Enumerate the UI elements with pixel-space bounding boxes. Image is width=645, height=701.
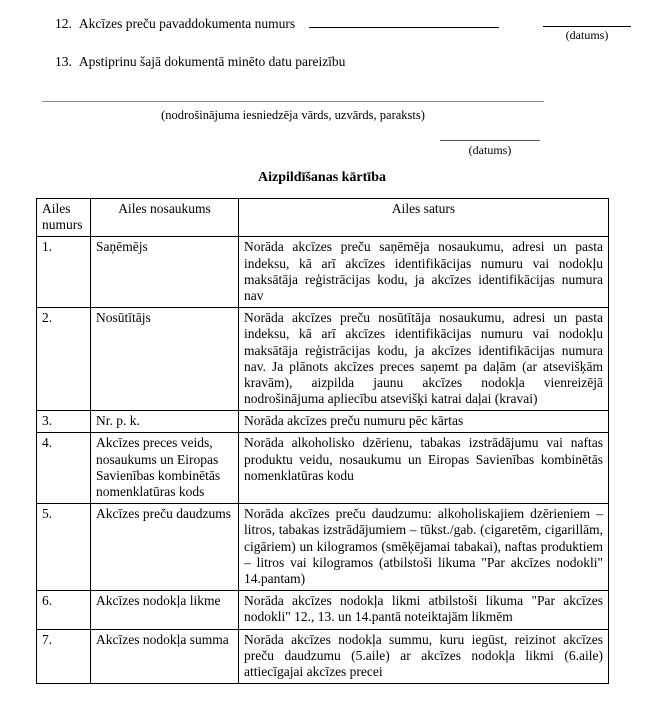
row-content: Norāda akcīzes nodokļa summu, kuru iegūst, reizinot akcīzes preču daudzumu (5.aile) ar akcīzes nodokļa likmi (6.aile) attiecīgajai akcīzes precei — [239, 629, 609, 684]
row-number: 4. — [37, 433, 91, 504]
signature-caption: (nodrošinājuma iesniedzēja vārds, uzvārds, paraksts) — [161, 108, 425, 122]
item-12-date-block — [543, 12, 631, 43]
item-13-row — [36, 54, 609, 70]
row-number: 6. — [37, 591, 91, 629]
row-content: Norāda akcīzes preču numuru pēc kārtas — [239, 411, 609, 433]
row-name: Akcīzes preces veids, nosaukums un Eiropas Savienības kombinētās nomenklatūras kods — [91, 433, 239, 504]
row-content: Norāda akcīzes preču nosūtītāja nosaukumu, adresi un pasta indeksu, kā arī akcīzes identifikācijas numuru vai nodokļu maksātāja reģistrācijas kodu, ja akcīzes identifikācijas numura nav. Ja plānots akcīzes preces saņemt pa daļām (ar atsevišķām kravām), aizpilda jaunu akcīzes nodokļa vienreizējā nodrošinājuma apliecību atsevišķi katrai daļai (kravai) — [239, 308, 609, 411]
table-row — [37, 504, 609, 591]
item-12-number: 12. — [55, 16, 72, 31]
item-12-date-caption: (datums) — [565, 28, 609, 42]
header-ailes-numurs: Ailes numurs — [37, 199, 91, 237]
row-number: 7. — [37, 629, 91, 684]
item-12-row — [36, 14, 609, 42]
table-row — [37, 308, 609, 411]
table-row — [37, 591, 609, 629]
signature-line[interactable] — [42, 100, 544, 102]
row-name: Akcīzes preču daudzums — [91, 504, 239, 591]
row-name: Saņēmējs — [91, 237, 239, 308]
row-number: 3. — [37, 411, 91, 433]
table-row — [37, 629, 609, 684]
item-12-date-line[interactable] — [543, 12, 631, 27]
page-title: Aizpildīšanas kārtība — [258, 170, 386, 185]
item-13-label: Apstiprinu šajā dokumentā minēto datu pareizību — [78, 54, 346, 69]
row-content: Norāda akcīzes preču daudzumu: alkoholiskajiem dzērieniem – litros, tabakas izstrādājumiem – tūkst./gab. (cigaretēm, cigarillām, cigāriem) un kilogramos (smēķējamai tabakai), naftas produktiem – litros vai kilogramos (atbilstoši likuma "Par akcīzes nodokli" 14.pantam) — [239, 504, 609, 591]
row-name: Nr. p. k. — [91, 411, 239, 433]
table-row — [37, 433, 609, 504]
header-ailes-saturs: Ailes saturs — [239, 199, 609, 237]
item-12-label: Akcīzes preču pavaddokumenta numurs — [78, 16, 296, 31]
item-13-number: 13. — [55, 54, 72, 69]
table-row — [37, 411, 609, 433]
row-number: 5. — [37, 504, 91, 591]
item-13-date-caption: (datums) — [468, 143, 512, 157]
row-number: 1. — [37, 237, 91, 308]
row-name: Akcīzes nodokļa summa — [91, 629, 239, 684]
item-13-date-block — [440, 139, 540, 158]
signature-block — [42, 100, 544, 123]
item-13-date-line[interactable] — [440, 139, 540, 141]
row-number: 2. — [37, 308, 91, 411]
item-12-document-number-line[interactable] — [309, 14, 499, 28]
row-name: Akcīzes nodokļa likme — [91, 591, 239, 629]
row-content: Norāda alkoholisko dzērienu, tabakas izstrādājumu vai naftas produktu veidu, nosaukumu un Eiropas Savienības kombinētās nomenklatūras kodu — [239, 433, 609, 504]
table-header-row — [37, 199, 609, 237]
header-ailes-nosaukums: Ailes nosaukums — [91, 199, 239, 237]
row-content: Norāda akcīzes nodokļa likmi atbilstoši likuma "Par akcīzes nodokli" 12., 13. un 14.pantā noteiktajām likmēm — [239, 591, 609, 629]
table-row — [37, 237, 609, 308]
row-name: Nosūtītājs — [91, 308, 239, 411]
row-content: Norāda akcīzes preču saņēmēja nosaukumu, adresi un pasta indeksu, kā arī akcīzes identifikācijas numuru vai nodokļu maksātāja reģistrācijas kodu, ja akcīzes identifikācijas numura nav — [239, 237, 609, 308]
instructions-table — [36, 198, 609, 684]
